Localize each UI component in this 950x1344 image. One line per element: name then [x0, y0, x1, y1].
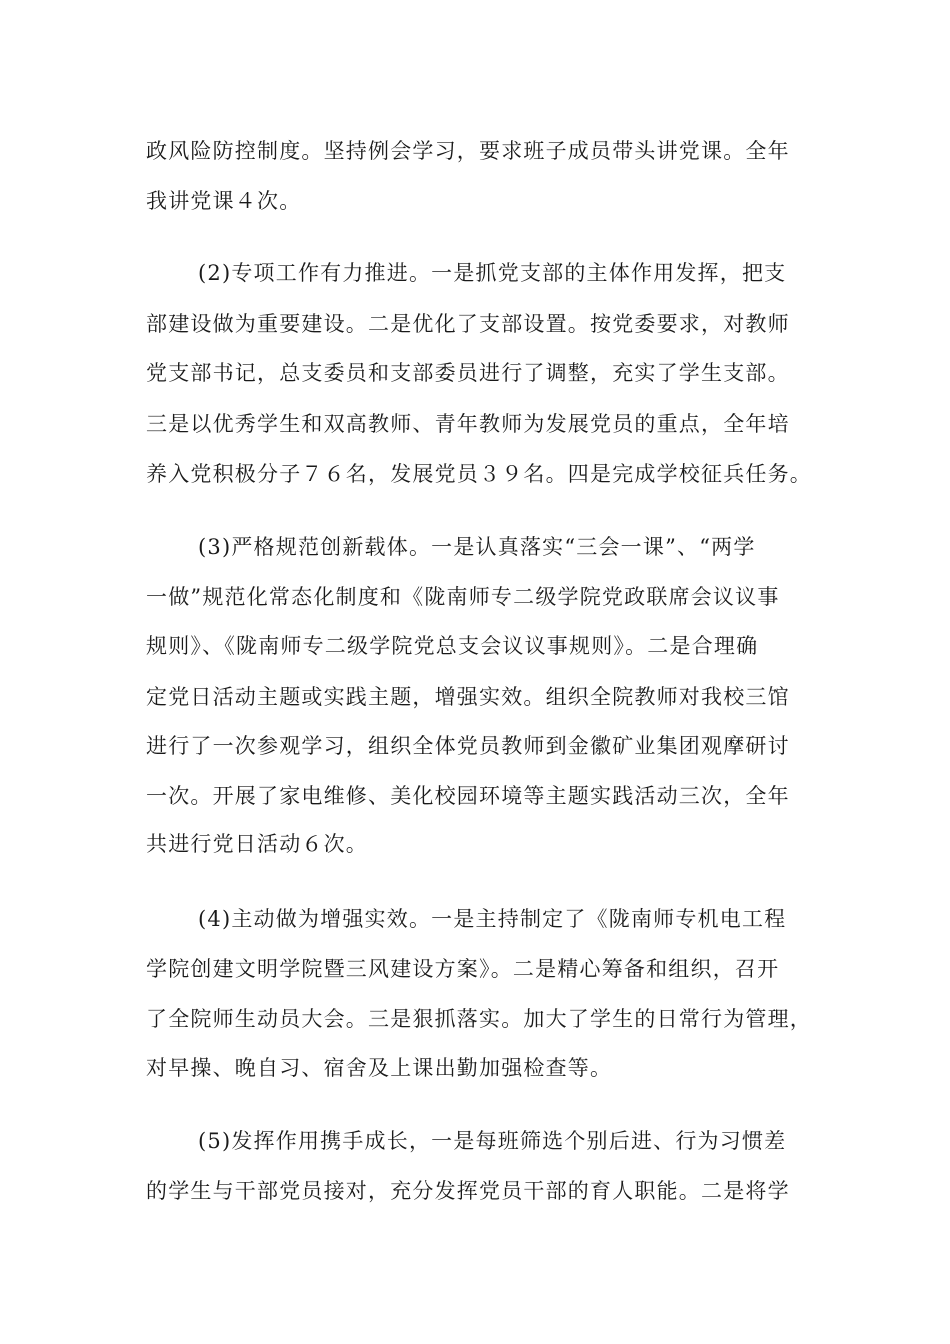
text-line: 一做”规范化常态化制度和《陇南师专二级学院党政联席会议议事 [146, 585, 780, 609]
text-line: 三是以优秀学生和双高教师、青年教师为发展党员的重点，全年培 [146, 412, 790, 436]
text-line: 对早操、晚自习、宿舍及上课出勤加强检查等。 [146, 1056, 613, 1080]
paragraph-first-line: (4)主动做为增强实效。一是主持制定了《陇南师专机电工程 [198, 907, 787, 931]
text-line: 规则》、《陇南师专二级学院党总支会议议事规则》。二是合理确 [146, 634, 759, 658]
text-line: 我讲党课４次。 [146, 189, 302, 213]
text-line: 共进行党日活动６次。 [146, 832, 368, 856]
text-line: 了全院师生动员大会。三是狠抓落实。加大了学生的日常行为管理， [146, 1007, 812, 1031]
paragraph-first-line: (3)严格规范创新载体。一是认真落实“三会一课”、“两学 [198, 535, 756, 559]
text-line: 进行了一次参观学习，组织全体党员教师到金徽矿业集团观摩研讨 [146, 734, 790, 758]
text-line: 政风险防控制度。坚持例会学习，要求班子成员带头讲党课。全年 [146, 139, 790, 163]
text-line: 定党日活动主题或实践主题，增强实效。组织全院教师对我校三馆 [146, 685, 790, 709]
text-line: 一次。开展了家电维修、美化校园环境等主题实践活动三次，全年 [146, 784, 790, 808]
text-line: 部建设做为重要建设。二是优化了支部设置。按党委要求，对教师 [146, 312, 790, 336]
text-line: 养入党积极分子７６名，发展党员３９名。四是完成学校征兵任务。 [146, 462, 812, 486]
text-line: 的学生与干部党员接对，充分发挥党员干部的育人职能。二是将学 [146, 1179, 790, 1203]
text-line: 学院创建文明学院暨三风建设方案》。二是精心筹备和组织，召开 [146, 957, 780, 981]
paragraph-first-line: (5)发挥作用携手成长，一是每班筛选个别后进、行为习惯差 [198, 1129, 787, 1153]
text-line: 党支部书记，总支委员和支部委员进行了调整，充实了学生支部。 [146, 361, 790, 385]
paragraph-first-line: (2)专项工作有力推进。一是抓党支部的主体作用发挥，把支 [198, 261, 787, 285]
